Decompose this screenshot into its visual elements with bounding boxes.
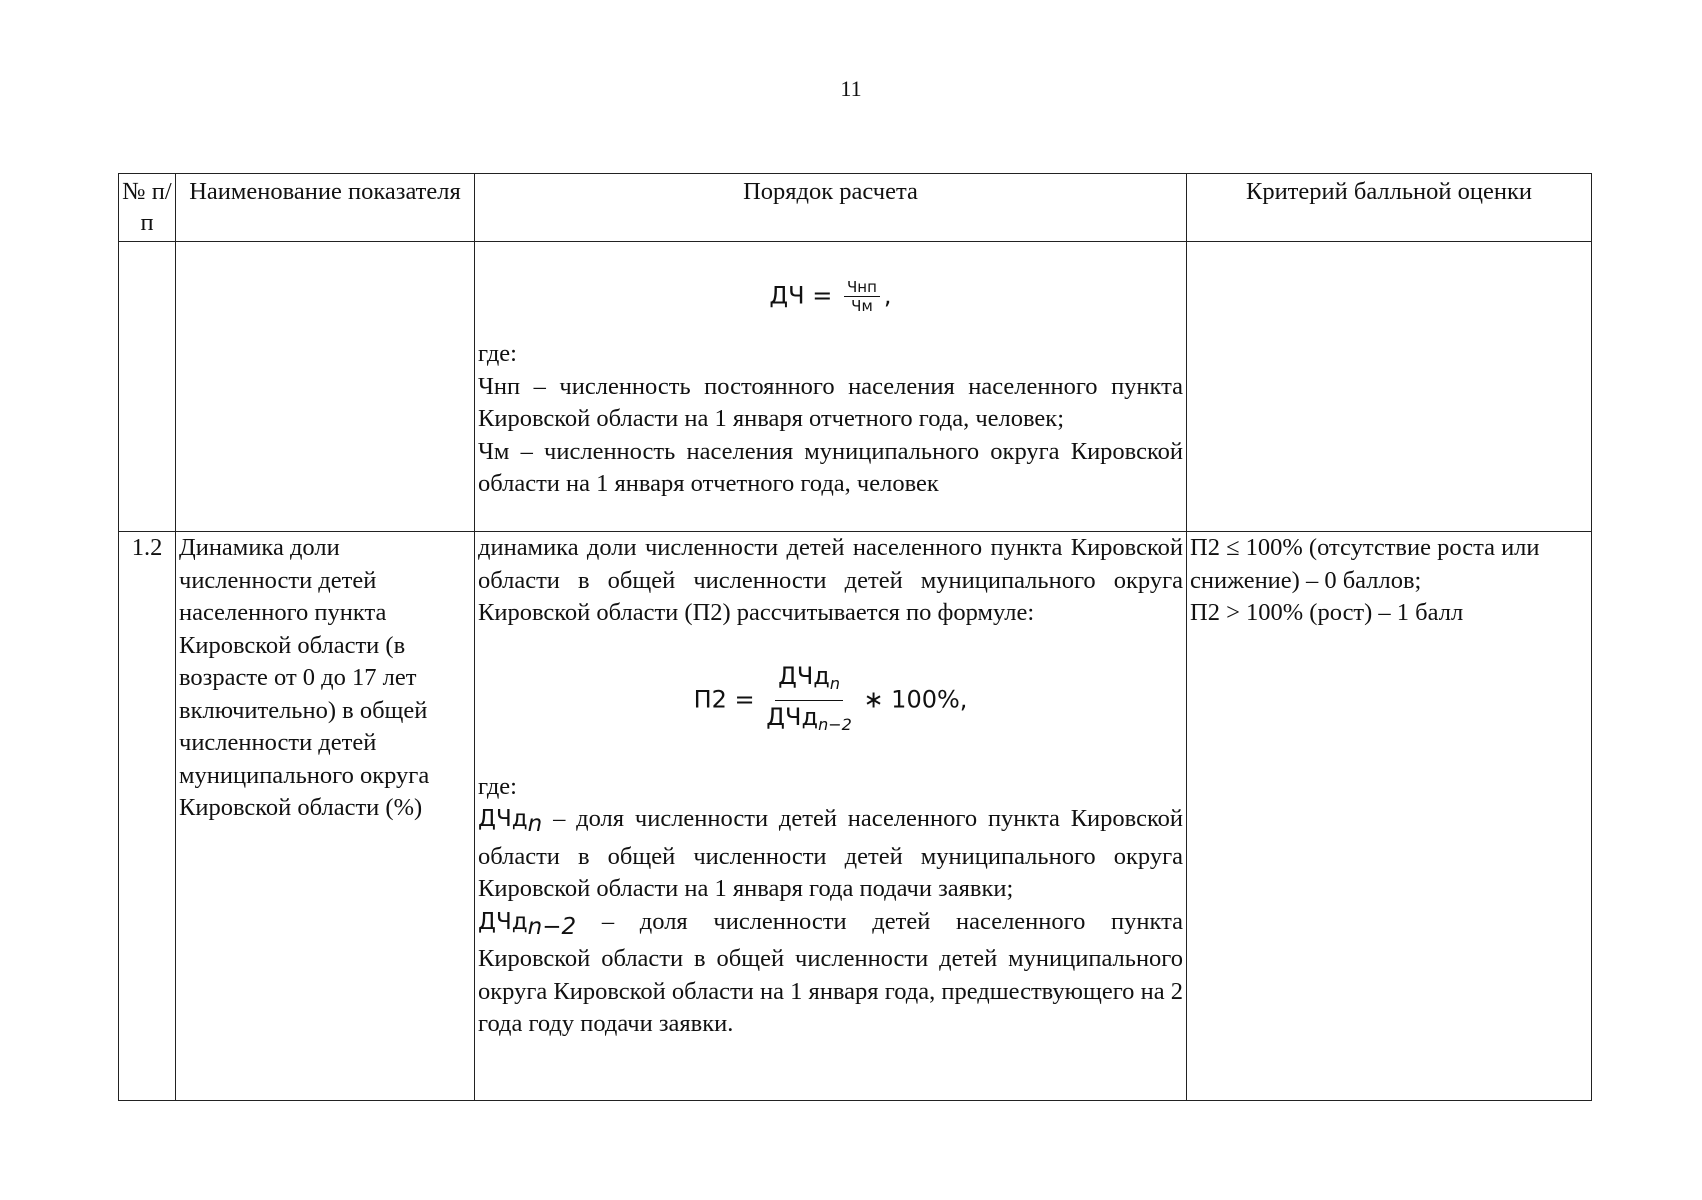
- formula-tail: ,: [883, 281, 892, 310]
- header-calc: Порядок расчета: [475, 174, 1187, 242]
- definition-dchd-n: [478, 803, 1183, 906]
- formula-numerator: [775, 660, 843, 701]
- where-label: где:: [478, 772, 517, 800]
- definition-chnp: Чнп – численность постоянного населения населенного пункта Кировской области на 1 января отчетного года, человек;: [478, 372, 1183, 432]
- cell-calc: [475, 532, 1187, 1101]
- formula-lhs: П2 =: [693, 685, 755, 713]
- formula-fraction: [844, 278, 880, 315]
- formula-fraction: [766, 660, 852, 741]
- header-name: Наименование показателя: [176, 174, 475, 242]
- cell-calc: [475, 242, 1187, 532]
- header-num: № п/п: [119, 174, 176, 242]
- formula-dch: [478, 242, 1183, 338]
- formula-denominator: Чм: [851, 297, 873, 315]
- definition-symbol: ДЧд: [478, 806, 528, 832]
- denominator-subscript: n−2: [818, 714, 852, 734]
- definition-symbol: ДЧд: [478, 908, 528, 935]
- table-row: [119, 242, 1592, 532]
- header-criterion: Критерий балльной оценки: [1187, 174, 1592, 242]
- table-header-row: [119, 174, 1592, 242]
- formula-denominator: [766, 701, 852, 741]
- definition-subscript: n−2: [527, 913, 577, 940]
- formula-p2: [478, 630, 1183, 771]
- numerator-subscript: n: [829, 673, 840, 693]
- definition-text: – доля численности детей населенного пункта Кировской области в общей численности детей муниципального округа Кировской области на 1 января года подачи заявки;: [478, 805, 1183, 902]
- formula-tail: ∗ 100%,: [863, 685, 968, 713]
- where-label: где:: [478, 340, 517, 367]
- cell-name: Динамика доли численности детей населенного пункта Кировской области (в возрасте от 0 до 17 лет включительно) в общей численности детей муниципального округа Кировской области (%): [176, 532, 475, 1101]
- denominator-symbol: ДЧд: [766, 702, 819, 731]
- formula-numerator: Чнп: [844, 278, 880, 297]
- cell-num: 1.2: [119, 532, 176, 1101]
- indicator-table: [118, 173, 1592, 1101]
- definition-subscript: n: [527, 811, 543, 837]
- numerator-symbol: ДЧд: [778, 661, 830, 690]
- criterion-one: П2 > 100% (рост) – 1 балл: [1190, 599, 1464, 626]
- cell-name-empty: [176, 242, 475, 532]
- definition-chm: Чм – численность населения муниципального округа Кировской области на 1 января отчетного года, человек: [478, 437, 1183, 497]
- criterion-zero: П2 ≤ 100% (отсутствие роста или снижение) – 0 баллов;: [1190, 534, 1540, 594]
- page-number: 11: [840, 76, 862, 101]
- cell-num-empty: [119, 242, 176, 532]
- formula-lhs: ДЧ =: [769, 281, 833, 310]
- definition-text: – доля численности детей населенного пункта Кировской области в общей численности детей муниципального округа Кировской области на 1 января года, предшествующего на 2 года году подачи заявки.: [478, 907, 1183, 1037]
- table-row: [119, 532, 1592, 1101]
- calc-intro: динамика доли численности детей населенного пункта Кировской области в общей численности детей муниципального округа Кировской области (П2) рассчитывается по формуле:: [478, 534, 1183, 626]
- cell-criterion: [1187, 532, 1592, 1101]
- cell-criterion-empty: [1187, 242, 1592, 532]
- definition-dchd-n-2: [478, 906, 1183, 1041]
